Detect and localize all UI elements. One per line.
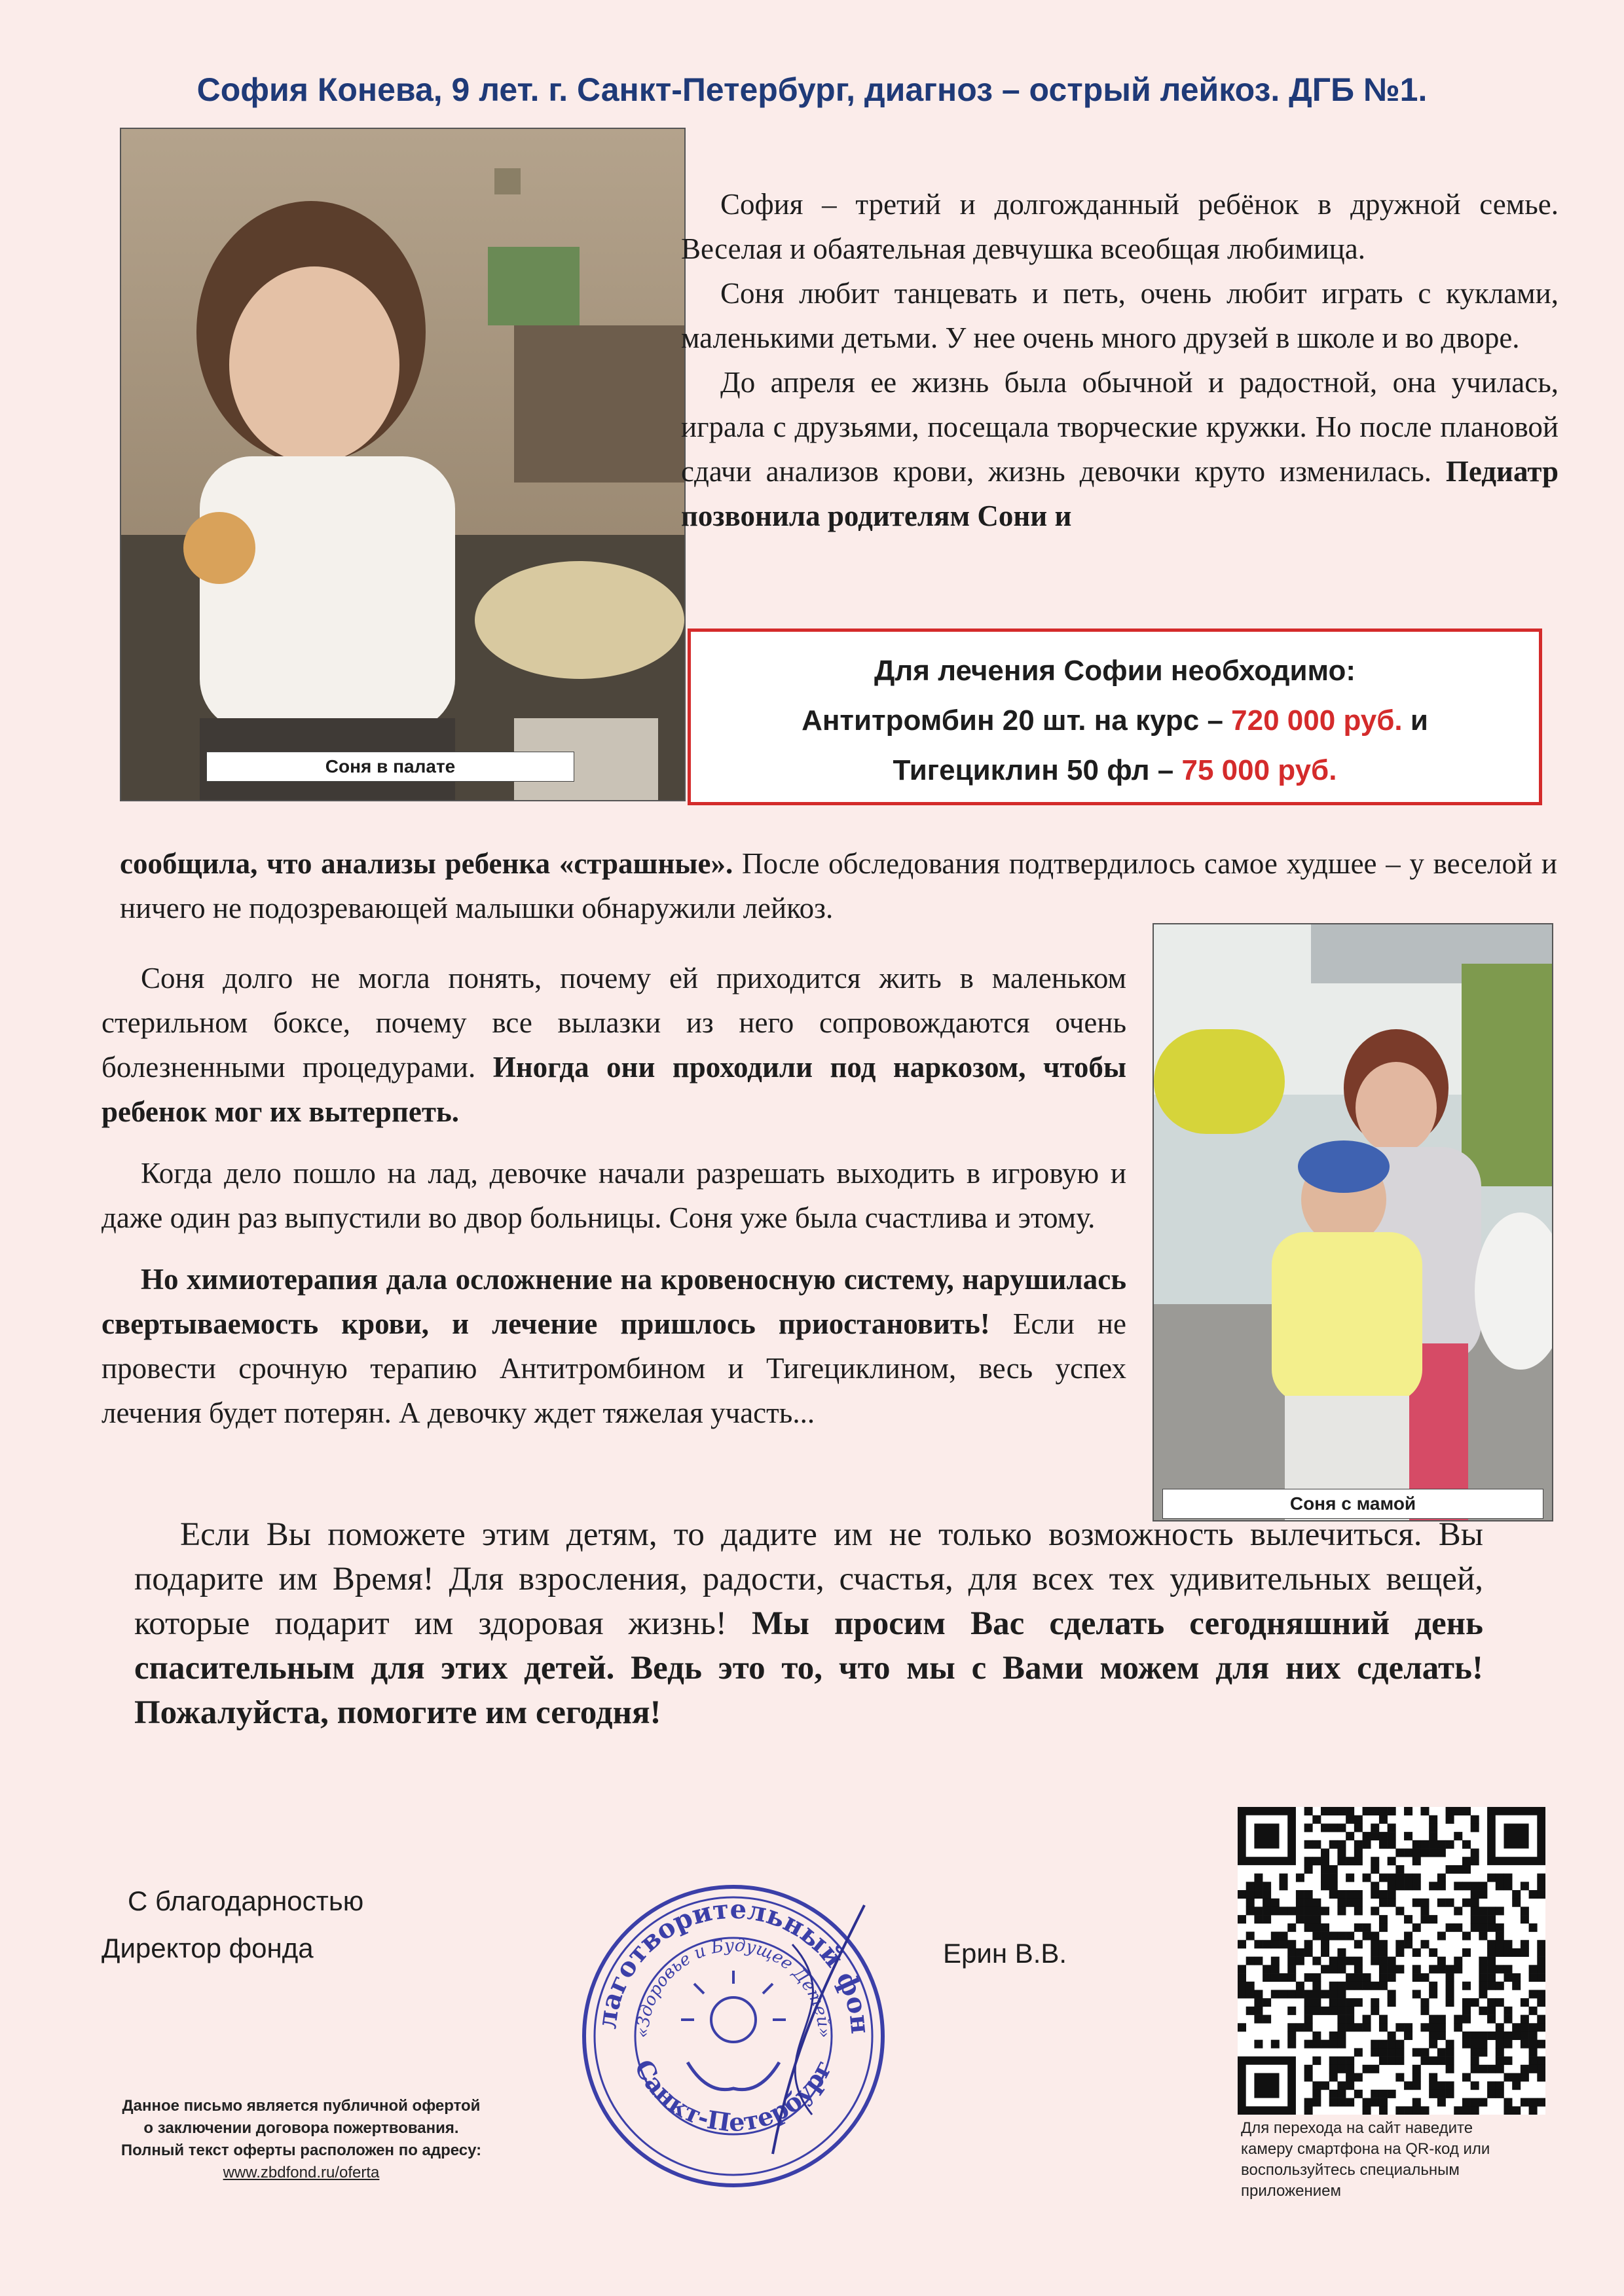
signature-block: [101, 1878, 363, 1972]
intro-paragraph-2: Соня любит танцевать и петь, очень любит играть с куклами, маленькими детьми. У нее очень много друзей в школе и во дворе.: [681, 277, 1559, 354]
antithrombin-tail: и: [1402, 704, 1428, 737]
stamp-bottom-text: Санкт-Петербург: [629, 2054, 838, 2138]
story-paragraph-3-bold: Но химиотерапия дала осложнение на кровеносную систему, нарушилась свертываемость крови, и лечение пришлось приостановить!: [101, 1263, 1126, 1340]
closing-paragraph: [134, 1512, 1483, 1735]
antithrombin-text: Антитромбин 20 шт. на курс –: [802, 704, 1232, 737]
public-offer-note: [65, 2095, 537, 2184]
intro-paragraph-3-text: До апреля ее жизнь была обычной и радостной, она училась, играла с друзьями, посещала творческие кружки. Но после плановой сдачи анализов крови, жизнь девочки круто изменилась.: [681, 366, 1559, 488]
story-paragraph-1: [101, 956, 1126, 1134]
continuation-rest: После обследования подтвердилось самое худшее – у веселой и ничего не подозревающей малышки обнаружили лейкоз.: [120, 847, 1557, 924]
story-paragraph-3: [101, 1257, 1126, 1435]
photo-sonya-with-mom: [1153, 923, 1553, 1522]
tigecycline-text: Тигециклин 50 фл –: [893, 754, 1182, 786]
intro-text: [681, 182, 1559, 538]
photo-sonya-in-ward: [120, 128, 686, 801]
foundation-stamp: [576, 1879, 891, 2193]
closing-bold: Мы просим Вас сделать сегодняшний день спасительным для этих детей. Ведь это то, что мы с Вами можем для них сделать! Пожалуйста, помогите им сегодня!: [134, 1605, 1483, 1731]
treatment-line-tigecycline: [691, 746, 1539, 795]
signature-gratitude: С благодарностью: [128, 1886, 364, 1916]
qr-code-icon: [1238, 1807, 1545, 2115]
story-paragraph-3-rest: Если не провести срочную терапию Антитромбином и Тигециклином, весь успех лечения будет потерян. А девочку ждет тяжелая участь...: [101, 1307, 1126, 1429]
offer-line-2: о заключении договора пожертвования.: [143, 2119, 459, 2137]
intro-paragraph-3-bold: Педиатр позвонила родителям Сони и: [681, 455, 1559, 532]
signature-title: Директор фонда: [101, 1933, 314, 1963]
qr-line-3: воспользуйтесь специальным: [1241, 2161, 1460, 2179]
closing-text: Если Вы поможете этим детям, то дадите им не только возможность вылечиться. Вы подарите им Время! Для взросления, радости, счастья, для всех тех удивительных вещей, которые подарит им здоровая жизнь!: [134, 1516, 1483, 1642]
tigecycline-price: 75 000 руб.: [1181, 754, 1337, 786]
photo-sonya-in-ward-caption: Соня в палате: [206, 752, 574, 782]
qr-line-2: камеру смартфона на QR-код или: [1241, 2140, 1490, 2158]
story-paragraph-1-bold: Иногда они проходили под наркозом, чтобы ребенок мог их вытерпеть.: [101, 1051, 1126, 1128]
stamp-top-text: лаготворительный фон: [591, 1893, 876, 2035]
stamp-seal-icon: [576, 1879, 891, 2193]
continuation-bold: сообщила, что анализы ребенка «страшные».: [120, 847, 733, 880]
intro-paragraph-1: София – третий и долгожданный ребёнок в дружной семье. Веселая и обаятельная девчушка всеобщая любимица.: [681, 188, 1559, 265]
treatment-heading: Для лечения Софии необходимо:: [874, 655, 1356, 687]
qr-code[interactable]: [1238, 1807, 1545, 2115]
closing-appeal: [134, 1512, 1483, 1735]
offer-line-3: Полный текст оферты расположен по адресу:: [120, 2141, 482, 2159]
continuation-paragraph: [120, 841, 1557, 930]
treatment-line-antithrombin: [691, 696, 1539, 746]
photo-sonya-in-ward-image: [121, 129, 684, 800]
qr-line-4: приложением: [1241, 2182, 1342, 2200]
story-paragraph-1-text: Соня долго не могла понять, почему ей приходится жить в маленьком стерильном боксе, почему все вылазки из него сопровождаются очень болезненными процедурами.: [101, 962, 1126, 1084]
qr-line-1: Для перехода на сайт наведите: [1241, 2119, 1473, 2137]
intro-paragraph-3: [681, 360, 1559, 538]
offer-line-1: Данное письмо является публичной офертой: [122, 2097, 481, 2115]
treatment-cost-box: [688, 629, 1542, 805]
qr-instructions: [1241, 2118, 1555, 2202]
offer-link[interactable]: www.zbdfond.ru/oferta: [223, 2164, 380, 2181]
photo-sonya-with-mom-image: [1154, 924, 1552, 1520]
photo-sonya-with-mom-caption: Соня с мамой: [1162, 1489, 1543, 1519]
signature-name: Ерин В.В.: [943, 1938, 1067, 1969]
stamp-inner-text: «Здоровье и Будущее Детей»: [633, 1935, 834, 2039]
story-text: [101, 956, 1126, 1435]
continuation-text: [120, 841, 1557, 930]
page-title: София Конева, 9 лет. г. Санкт-Петербург, диагноз – острый лейкоз. ДГБ №1.: [196, 71, 1428, 108]
antithrombin-price: 720 000 руб.: [1231, 704, 1403, 737]
story-paragraph-2: Когда дело пошло на лад, девочке начали разрешать выходить в игровую и даже один раз выпустили во двор больницы. Соня уже была счастлива и этому.: [101, 1157, 1126, 1234]
